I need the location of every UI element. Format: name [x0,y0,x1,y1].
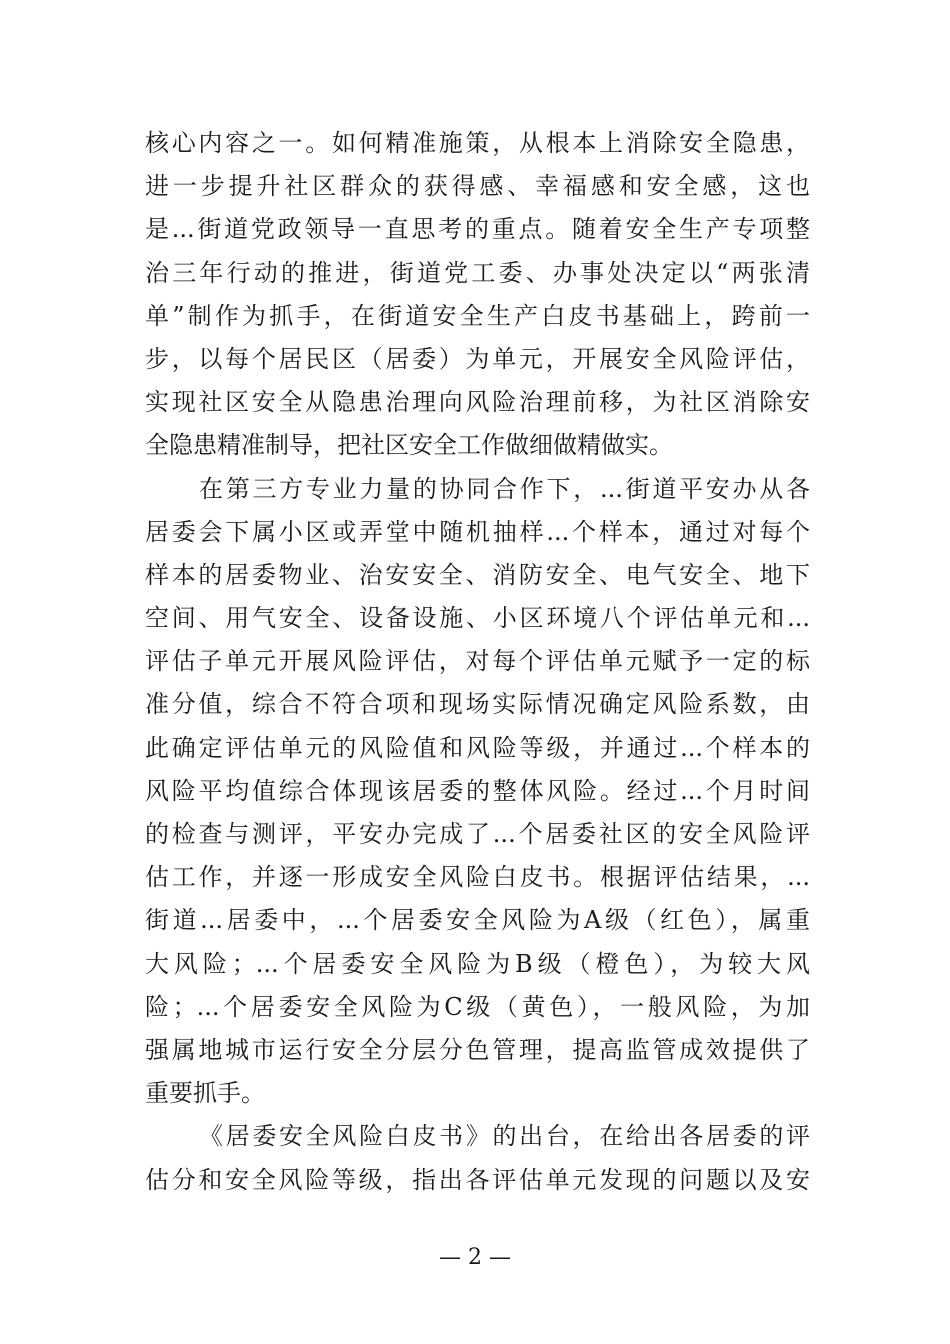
text-line: 是...街道党政领导一直思考的重点。随着安全生产专项整 [145,215,810,244]
text-line: 全隐患精准制导，把社区安全工作做细做精做实。 [145,431,673,460]
text-line: 空间、用气安全、设备设施、小区环境八个评估单元和... [145,604,810,633]
text-line: 在第三方专业力量的协同合作下，...街道平安办从各 [199,474,810,503]
text-line: 估工作，并逐一形成安全风险白皮书。根据评估结果，... [145,863,810,892]
text-line: 样本的居委物业、治安安全、消防安全、电气安全、地下 [145,560,810,589]
text-line: 居委会下属小区或弄堂中随机抽样...个样本，通过对每个 [145,517,810,546]
text-line: 街道...居委中，...个居委安全风险为A级（红色），属重 [145,906,810,935]
body-text [145,122,810,1202]
text-line: 的检查与测评，平安办完成了...个居委社区的安全风险评 [145,820,810,848]
text-line: 准分值，综合不符合项和现场实际情况确定风险系数，由 [145,690,810,719]
text-line: 《居委安全风险白皮书》的出台，在给出各居委的评 [199,1122,810,1151]
text-line: 评估子单元开展风险评估，对每个评估单元赋予一定的标 [145,647,810,676]
text-line: 实现社区安全从隐患治理向风险治理前移，为社区消除安 [145,388,810,417]
text-line: 大风险；...个居委安全风险为B级（橙色），为较大风 [145,949,810,978]
text-line: 核心内容之一。如何精准施策，从根本上消除安全隐患， [145,129,810,157]
text-line: 险；...个居委安全风险为C级（黄色），一般风险，为加 [145,992,810,1021]
paragraph-1 [145,122,810,468]
text-line: 风险平均值综合体现该居委的整体风险。经过...个月时间 [145,776,810,805]
paragraph-2 [145,468,810,1116]
text-line: 重要抓手。 [145,1079,265,1108]
text-line: 估分和安全风险等级，指出各评估单元发现的问题以及安 [145,1165,810,1194]
text-line: 进一步提升社区群众的获得感、幸福感和安全感，这也 [145,172,810,201]
text-line: 治三年行动的推进，街道党工委、办事处决定以“两张清 [145,258,810,287]
text-line: 此确定评估单元的风险值和风险等级，并通过...个样本的 [145,733,810,762]
text-line: 强属地城市运行安全分层分色管理，提高监管成效提供了 [145,1035,810,1064]
text-line: 步，以每个居民区（居委）为单元，开展安全风险评估， [145,344,810,373]
paragraph-3 [145,1115,810,1201]
text-line: 单”制作为抓手，在街道安全生产白皮书基础上，跨前一 [145,301,810,330]
page-number: — 2 — [439,1245,511,1270]
